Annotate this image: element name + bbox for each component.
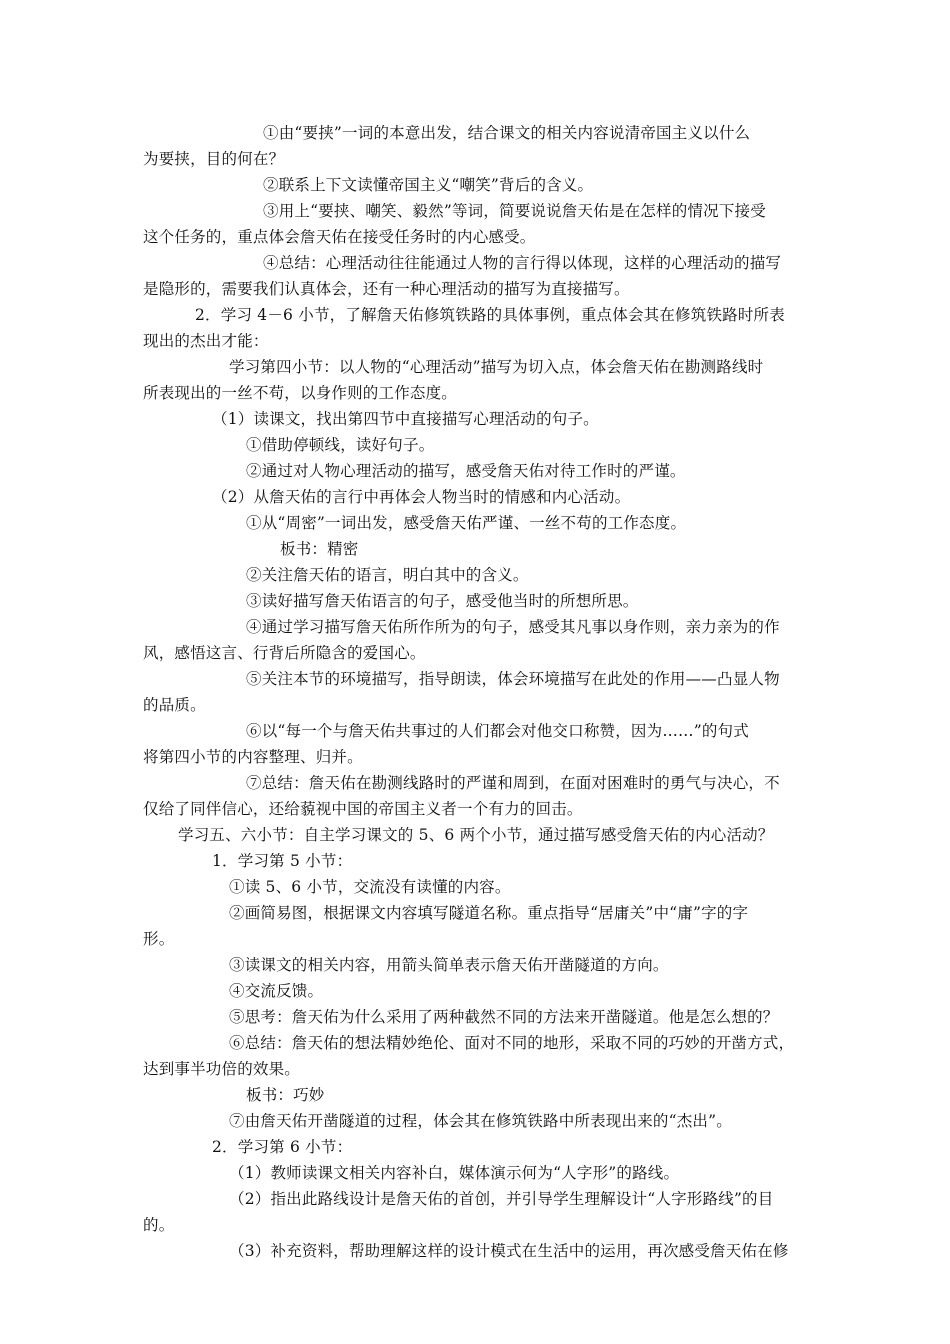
text-line: ①借助停顿线，读好句子。 bbox=[246, 436, 435, 454]
text-line: 1．学习第 5 小节： bbox=[212, 852, 353, 870]
text-line: ②关注詹天佑的语言，明白其中的含义。 bbox=[246, 566, 529, 584]
text-line: ⑥总结：詹天佑的想法精妙绝伦、面对不同的地形，采取不同的巧妙的开凿方式， bbox=[229, 1034, 795, 1052]
text-line: ⑥以“每一个与詹天佑共事过的人们都会对他交口称赞，因为……”的句式 bbox=[246, 722, 749, 740]
text-line: ⑤关注本节的环境描写，指导朗读，体会环境描写在此处的作用——凸显人物 bbox=[246, 670, 780, 688]
text-line: （1）教师读课文相关内容补白，媒体演示何为“人字形”的路线。 bbox=[229, 1164, 680, 1182]
text-line: （2）指出此路线设计是詹天佑的首创，并引导学生理解设计“人字形路线”的目 bbox=[229, 1190, 774, 1208]
text-line: 形。 bbox=[143, 930, 175, 948]
text-line: 板书：精密 bbox=[280, 540, 359, 558]
text-line: （3）补充资料，帮助理解这样的设计模式在生活中的运用，再次感受詹天佑在修 bbox=[229, 1242, 789, 1260]
text-line: ③用上“要挟、嘲笑、毅然”等词，简要说说詹天佑是在怎样的情况下接受 bbox=[263, 202, 766, 220]
text-line: 仅给了同伴信心，还给藐视中国的帝国主义者一个有力的回击。 bbox=[143, 800, 583, 818]
text-line: ①读 5、6 小节，交流没有读懂的内容。 bbox=[229, 878, 511, 896]
text-line: ⑦总结：詹天佑在勘测线路时的严谨和周到，在面对困难时的勇气与决心，不 bbox=[246, 774, 780, 792]
text-line: 2．学习 4－6 小节，了解詹天佑修筑铁路的具体事例，重点体会其在修筑铁路时所表 bbox=[195, 306, 785, 324]
text-line: ④交流反馈。 bbox=[229, 982, 324, 1000]
text-line: ③读好描写詹天佑语言的句子，感受他当时的所想所思。 bbox=[246, 592, 639, 610]
text-line: 板书：巧妙 bbox=[246, 1086, 325, 1104]
text-line: ⑦由詹天佑开凿隧道的过程，体会其在修筑铁路中所表现出来的“杰出”。 bbox=[229, 1112, 732, 1130]
text-line: ①由“要挟”一词的本意出发，结合课文的相关内容说清帝国主义以什么 bbox=[263, 124, 751, 142]
text-line: ①从“周密”一词出发，感受詹天佑严谨、一丝不苟的工作态度。 bbox=[246, 514, 687, 532]
text-line: 将第四小节的内容整理、归并。 bbox=[143, 748, 363, 766]
text-line: 这个任务的，重点体会詹天佑在接受任务时的内心感受。 bbox=[143, 228, 536, 246]
text-line: ④总结：心理活动往往能通过人物的言行得以体现，这样的心理活动的描写 bbox=[263, 254, 782, 272]
text-line: （1）读课文，找出第四节中直接描写心理活动的句子。 bbox=[212, 410, 599, 428]
text-line: 达到事半功倍的效果。 bbox=[143, 1060, 301, 1078]
text-line: 为要挟，目的何在？ bbox=[143, 150, 285, 168]
text-line: 所表现出的一丝不苟，以身作则的工作态度。 bbox=[143, 384, 458, 402]
text-line: ⑤思考：詹天佑为什么采用了两种截然不同的方法来开凿隧道。他是怎么想的？ bbox=[229, 1008, 779, 1026]
text-line: ③读课文的相关内容，用箭头简单表示詹天佑开凿隧道的方向。 bbox=[229, 956, 669, 974]
text-line: ④通过学习描写詹天佑所作所为的句子，感受其凡事以身作则，亲力亲为的作 bbox=[246, 618, 780, 636]
text-line: （2）从詹天佑的言行中再体会人物当时的情感和内心活动。 bbox=[212, 488, 631, 506]
text-line: ②通过对人物心理活动的描写，感受詹天佑对待工作时的严谨。 bbox=[246, 462, 686, 480]
text-line: 学习第四小节：以人物的“心理活动”描写为切入点，体会詹天佑在勘测路线时 bbox=[229, 358, 764, 376]
text-line: 2．学习第 6 小节： bbox=[212, 1138, 353, 1156]
text-line: 的。 bbox=[143, 1216, 175, 1234]
text-line: 现出的杰出才能： bbox=[143, 332, 269, 350]
text-line: 学习五、六小节：自主学习课文的 5、6 两个小节，通过描写感受詹天佑的内心活动？ bbox=[178, 826, 774, 844]
text-line: 风，感悟这言、行背后所隐含的爱国心。 bbox=[143, 644, 426, 662]
text-line: ②画简易图，根据课文内容填写隧道名称。重点指导“居庸关”中“庸”字的字 bbox=[229, 904, 749, 922]
text-line: 的品质。 bbox=[143, 696, 206, 714]
text-line: 是隐形的，需要我们认真体会，还有一种心理活动的描写为直接描写。 bbox=[143, 280, 630, 298]
text-line: ②联系上下文读懂帝国主义“嘲笑”背后的含义。 bbox=[263, 176, 594, 194]
